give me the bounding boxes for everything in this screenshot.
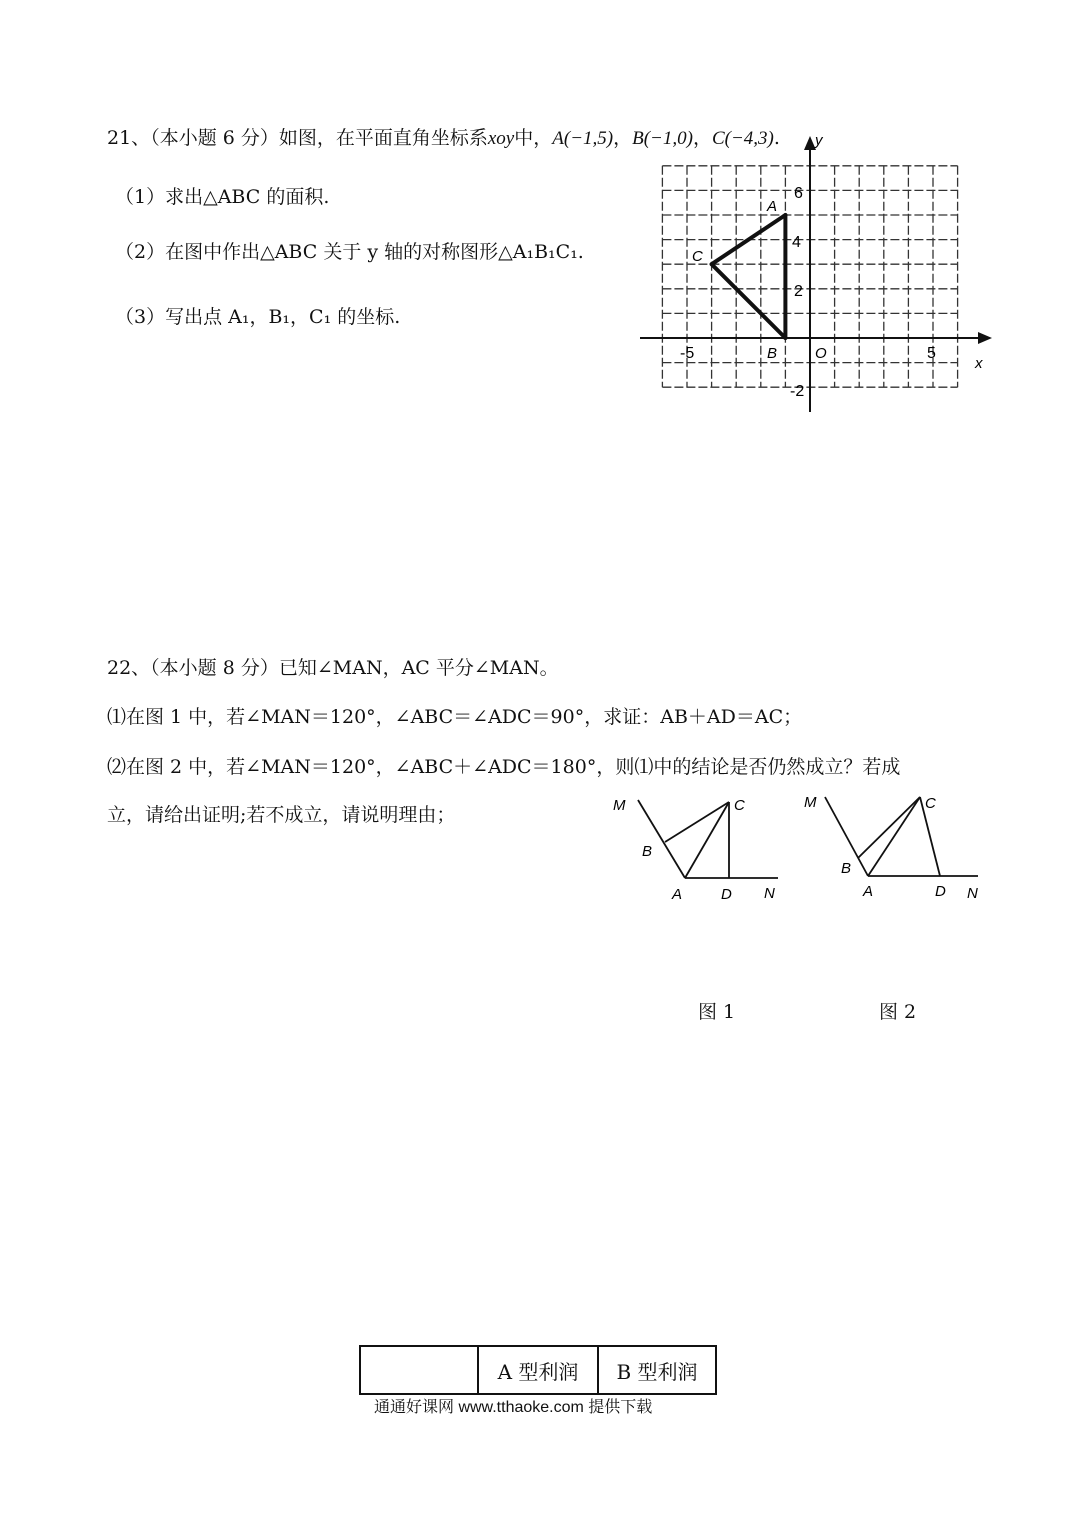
- vertex-label-c: C: [692, 248, 703, 265]
- q21-sub2: （2）在图中作出△ABC 关于 y 轴的对称图形△A₁B₁C₁.: [115, 241, 584, 263]
- vertex-point-b: [784, 337, 787, 340]
- q21-sub1: （1）求出△ABC 的面积.: [115, 186, 330, 208]
- origin-label: O: [815, 345, 827, 362]
- x-axis-arrow: [978, 332, 992, 344]
- fig1-label-m: M: [613, 797, 626, 814]
- y-axis-label: y: [815, 132, 823, 149]
- table-row: [360, 1346, 716, 1394]
- fig1-label-n: N: [764, 885, 775, 902]
- x-axis-label: x: [975, 355, 983, 372]
- footer-watermark: 通通好课网 www.tthaoke.com 提供下载: [374, 1399, 653, 1416]
- figure-1: [638, 800, 778, 878]
- q21-points: （本小题 6 分）: [150, 127, 279, 149]
- q22-line1: 22、（本小题 8 分）已知∠MAN，AC 平分∠MAN。: [107, 657, 559, 679]
- q21-stem: 21、（本小题 6 分）如图，在平面直角坐标系xoy中，A(−1,5)，B(−1,0)，C(−4,3).: [107, 127, 780, 149]
- fig2-segment-bc: [858, 797, 920, 858]
- fig1-segment-bc: [665, 802, 729, 842]
- tick-label-x-neg5: -5: [680, 345, 695, 362]
- tick-label-y2: 2: [794, 283, 803, 300]
- fig1-label-b: B: [642, 843, 653, 860]
- q22-line4: 立，请给出证明;若不成立，请说明理由；: [107, 804, 456, 826]
- tick-label-y-neg2: -2: [790, 383, 805, 400]
- q21-point-b: B(−1,0): [632, 128, 693, 149]
- q21-sub3: （3）写出点 A₁，B₁，C₁ 的坐标.: [115, 306, 401, 328]
- q21-point-c: C(−4,3): [711, 128, 774, 149]
- fig1-label-c: C: [734, 797, 745, 814]
- q21-point-a: A(−1,5): [552, 128, 614, 149]
- q22-line3: ⑵在图 2 中，若∠MAN＝120°，∠ABC＋∠ADC＝180°，则⑴中的结论是否仍然成立？若成: [107, 756, 901, 778]
- fig2-label-b: B: [841, 860, 852, 877]
- tick-label-x-pos5: 5: [927, 345, 936, 362]
- fig1-label-d: D: [721, 886, 732, 903]
- q21-system: xoy: [487, 128, 515, 149]
- figure-2-caption: 图 2: [879, 1001, 917, 1023]
- fig1-ray-am: [638, 800, 685, 878]
- profit-table: [359, 1345, 717, 1395]
- vertex-label-a: A: [767, 198, 778, 215]
- fig2-label-m: M: [804, 794, 817, 811]
- fig1-segment-ac: [685, 802, 729, 878]
- vertex-point-a: [784, 214, 787, 217]
- fig2-segment-ac: [868, 797, 920, 876]
- vertex-label-b: B: [767, 345, 778, 362]
- table-header-b-profit: B 型利润: [598, 1346, 716, 1394]
- fig2-label-d: D: [935, 883, 946, 900]
- tick-label-y4: 4: [792, 234, 801, 251]
- fig2-label-n: N: [967, 885, 978, 902]
- fig2-label-a: A: [863, 883, 874, 900]
- q22-line2: ⑴在图 1 中，若∠MAN＝120°，∠ABC＝∠ADC＝90°，求证：AB＋AD＝AC；: [107, 706, 803, 728]
- fig2-label-c: C: [925, 795, 936, 812]
- table-cell-empty: [360, 1346, 478, 1394]
- tick-label-y6: 6: [794, 185, 803, 202]
- triangle-side-bc: [712, 264, 786, 338]
- vertex-point-c: [710, 263, 713, 266]
- table-header-a-profit: A 型利润: [478, 1346, 598, 1394]
- q21-number: 21、: [107, 127, 151, 149]
- q21-in-text: 中，: [514, 127, 553, 149]
- fig1-label-a: A: [672, 886, 683, 903]
- q21-stem-text: 如图，在平面直角坐标系: [278, 127, 488, 149]
- triangle-abc: [710, 214, 787, 340]
- figure-1-caption: 图 1: [698, 1001, 736, 1023]
